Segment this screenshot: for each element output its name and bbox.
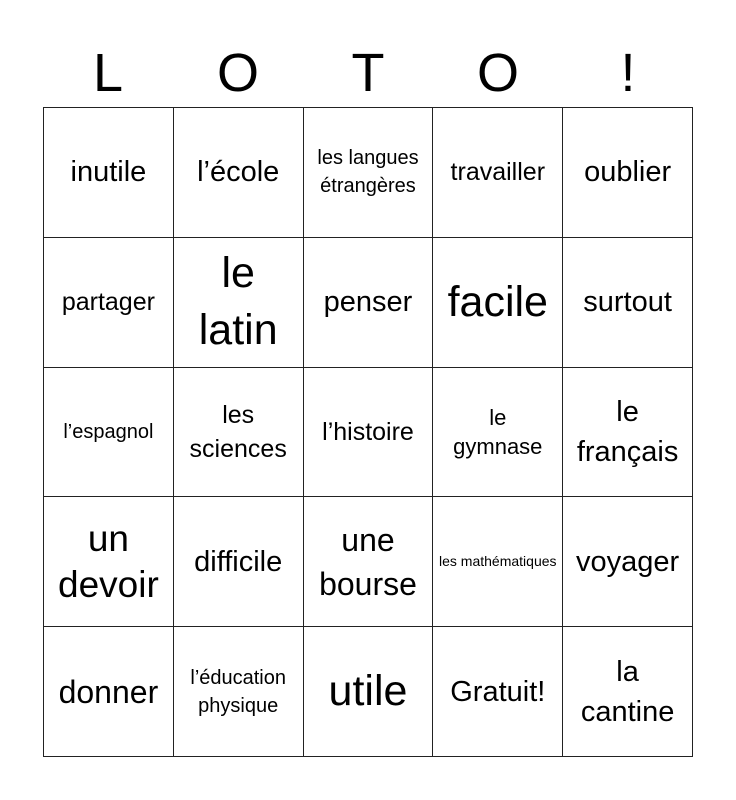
cell-text: un devoir <box>58 517 159 605</box>
bingo-cell[interactable] <box>174 108 304 238</box>
bingo-cell[interactable] <box>433 627 563 757</box>
cell-text: penser <box>323 286 413 319</box>
bingo-cell[interactable] <box>304 108 434 238</box>
bingo-cell[interactable] <box>563 108 693 238</box>
bingo-cell[interactable] <box>304 368 434 498</box>
bingo-cell[interactable] <box>304 627 434 757</box>
bingo-cell[interactable] <box>304 238 434 368</box>
bingo-cell[interactable] <box>44 238 174 368</box>
bingo-cell[interactable] <box>174 238 304 368</box>
bingo-cell[interactable] <box>44 108 174 238</box>
cell-text: Gratuit! <box>450 675 546 708</box>
bingo-cell[interactable] <box>44 368 174 498</box>
bingo-cell[interactable] <box>44 497 174 627</box>
cell-text: partager <box>61 288 155 317</box>
cell-text: les mathématiques <box>439 553 557 570</box>
bingo-cell[interactable] <box>563 368 693 498</box>
title-letter-o-2: O <box>476 43 519 103</box>
title-exclamation: ! <box>620 43 636 103</box>
bingo-cell[interactable] <box>433 238 563 368</box>
cell-text: les langues étrangères <box>317 147 419 198</box>
cell-text: utile <box>328 667 408 716</box>
bingo-cell[interactable] <box>44 627 174 757</box>
cell-text: le latin <box>198 249 278 355</box>
bingo-cell[interactable] <box>563 627 693 757</box>
title-letter-l: L <box>92 43 124 103</box>
bingo-cell[interactable] <box>174 368 304 498</box>
cell-text: les sciences <box>189 400 287 463</box>
cell-text: facile <box>447 277 548 326</box>
bingo-card-grid <box>43 107 693 757</box>
cell-text: le gymnase <box>453 404 543 459</box>
cell-text: l’école <box>197 156 280 189</box>
cell-text: l’histoire <box>322 417 414 446</box>
title-letter-t: T <box>351 43 385 103</box>
bingo-cell[interactable] <box>174 497 304 627</box>
cell-text: le français <box>576 395 679 468</box>
cell-text: oublier <box>584 156 672 189</box>
cell-text: une bourse <box>319 521 417 602</box>
bingo-cell[interactable] <box>174 627 304 757</box>
bingo-cell[interactable] <box>563 497 693 627</box>
bingo-cell[interactable] <box>433 108 563 238</box>
bingo-cell[interactable] <box>433 368 563 498</box>
bingo-cell[interactable] <box>304 497 434 627</box>
cell-text: surtout <box>583 286 672 319</box>
cell-text: l’éducation physique <box>190 666 286 717</box>
bingo-cell[interactable] <box>433 497 563 627</box>
title-letter-o: O <box>216 43 259 103</box>
cell-text: la cantine <box>580 655 675 728</box>
cell-text: inutile <box>70 156 147 189</box>
cell-text: travailler <box>450 158 546 187</box>
cell-text: difficile <box>194 545 283 578</box>
cell-text: l’espagnol <box>63 420 154 443</box>
cell-text: voyager <box>576 545 680 578</box>
bingo-title <box>43 42 693 104</box>
bingo-cell[interactable] <box>563 238 693 368</box>
cell-text: donner <box>58 673 159 710</box>
